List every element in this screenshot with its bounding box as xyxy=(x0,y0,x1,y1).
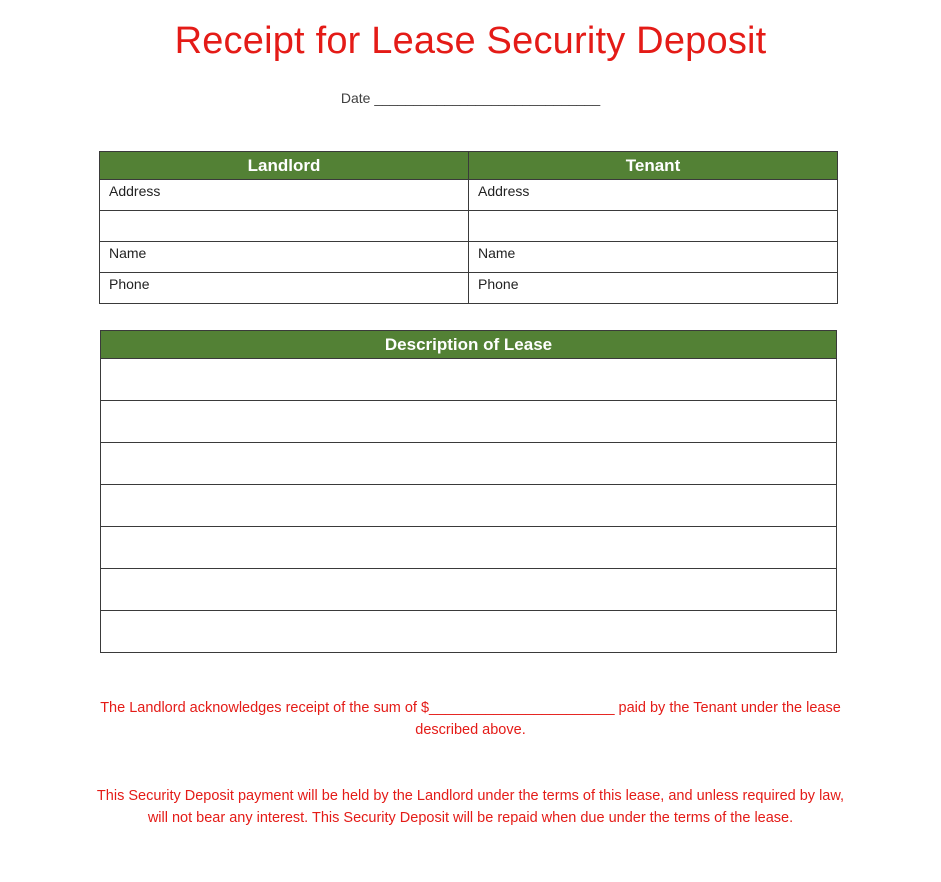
acknowledgement-line-1: The Landlord acknowledges receipt of the sum of $_______________________ paid by the Tenant under the lease xyxy=(100,700,841,716)
parties-row-address xyxy=(100,180,838,211)
lease-description-cell[interactable] xyxy=(101,569,837,611)
terms-line-1: This Security Deposit payment will be held by the Landlord under the terms of this lease, and unless required by law, xyxy=(96,788,845,804)
landlord-header: Landlord xyxy=(100,152,469,180)
parties-row-name xyxy=(100,242,838,273)
landlord-name-cell[interactable]: Name xyxy=(100,242,469,273)
parties-row-phone xyxy=(100,273,838,304)
date-blank: _____________________________ xyxy=(374,90,601,106)
lease-description-table xyxy=(100,330,837,653)
lease-description-cell[interactable] xyxy=(101,611,837,653)
lease-description-row xyxy=(101,443,837,485)
lease-description-cell[interactable] xyxy=(101,527,837,569)
acknowledgement-line-2: described above. xyxy=(415,722,526,738)
landlord-address-line2-cell[interactable] xyxy=(100,211,469,242)
landlord-address-cell[interactable]: Address xyxy=(100,180,469,211)
page-title: Receipt for Lease Security Deposit xyxy=(174,20,767,62)
parties-table xyxy=(99,151,838,304)
parties-row-address-continued xyxy=(100,211,838,242)
landlord-phone-cell[interactable]: Phone xyxy=(100,273,469,304)
tenant-name-cell[interactable]: Name xyxy=(469,242,838,273)
date-field[interactable] xyxy=(0,90,941,106)
tenant-header: Tenant xyxy=(469,152,838,180)
lease-description-row xyxy=(101,359,837,401)
lease-description-cell[interactable] xyxy=(101,485,837,527)
lease-description-cell[interactable] xyxy=(101,443,837,485)
tenant-address-line2-cell[interactable] xyxy=(469,211,838,242)
date-label: Date xyxy=(340,90,371,106)
tenant-address-cell[interactable]: Address xyxy=(469,180,838,211)
lease-description-row xyxy=(101,611,837,653)
terms-line-2: will not bear any interest. This Security Deposit will be repaid when due under the terms of the lease. xyxy=(147,810,794,826)
terms-text xyxy=(20,785,921,829)
lease-description-row xyxy=(101,485,837,527)
lease-description-row xyxy=(101,527,837,569)
lease-description-row xyxy=(101,401,837,443)
tenant-phone-cell[interactable]: Phone xyxy=(469,273,838,304)
lease-description-header: Description of Lease xyxy=(101,331,837,359)
lease-description-row xyxy=(101,569,837,611)
lease-description-cell[interactable] xyxy=(101,401,837,443)
lease-description-cell[interactable] xyxy=(101,359,837,401)
acknowledgement-text xyxy=(20,697,921,741)
